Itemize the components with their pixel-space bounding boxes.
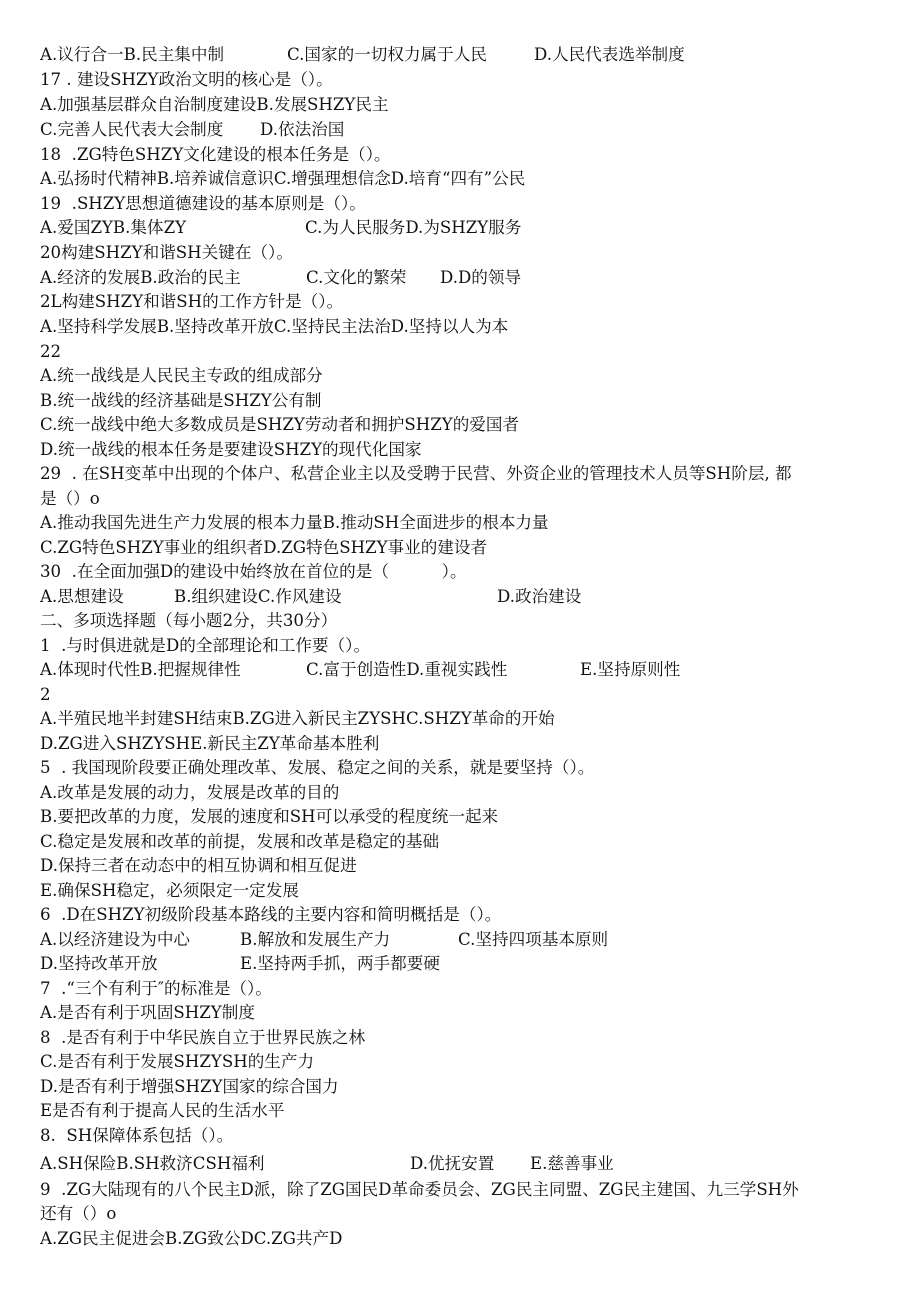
question-29: 29 . 在SH变革中出现的个体户、私营企业主以及受聘于民营、外资企业的管理技术人员等SH阶层, 都 bbox=[40, 464, 792, 483]
mc-option-7c: C.是否有利于发展SHZYSH的生产力 bbox=[40, 1052, 315, 1071]
mc-options-8c: E.慈善事业 bbox=[530, 1154, 614, 1173]
options-20a: A.经济的发展B.政治的民主 bbox=[40, 268, 241, 287]
option-line-1b: C.国家的一切权力属于人民 bbox=[287, 45, 487, 64]
question-20: 20构建SHZY和谐SH关键在（）。 bbox=[40, 243, 293, 262]
options-17b-d: D.依法治国 bbox=[260, 120, 345, 139]
mc-options-9: A.ZG民主促进会B.ZG致公DC.ZG共产D bbox=[40, 1229, 343, 1248]
options-17b-c: C.完善人民代表大会制度 bbox=[40, 120, 224, 139]
mc-option-7a: A.是否有利于巩固SHZY制度 bbox=[40, 1003, 255, 1022]
option-22d: D.统一战线的根本任务是要建设SHZY的现代化国家 bbox=[40, 440, 422, 459]
option-22a: A.统一战线是人民民主专政的组成部分 bbox=[40, 366, 323, 385]
mc-options-1c: E.坚持原则性 bbox=[580, 660, 681, 679]
options-18: A.弘扬时代精神B.培养诚信意识C.增强理想信念D.培育“四有”公民 bbox=[40, 169, 526, 188]
mc-options-6b: B.解放和发展生产力 bbox=[240, 930, 391, 949]
question-22: 22 bbox=[40, 342, 62, 361]
mc-option-7d: D.是否有利于增强SHZY国家的综合国力 bbox=[40, 1077, 339, 1096]
mc-question-6: 6 .D在SHZY初级阶段基本路线的主要内容和简明概括是（）。 bbox=[40, 905, 502, 924]
question-21: 2L构建SHZY和谐SH的工作方针是（）。 bbox=[40, 292, 344, 311]
question-29-cont: 是（）o bbox=[40, 489, 100, 508]
mc-question-5: 5 . 我国现阶段要正确处理改革、发展、稳定之间的关系，就是要坚持（）。 bbox=[40, 758, 595, 777]
mc-question-8: 8. SH保障体系包括（）。 bbox=[40, 1126, 234, 1145]
question-17: 17 . 建设SHZY政治文明的核心是（）。 bbox=[40, 70, 333, 89]
mc-option-5d: D.保持三者在动态中的相互协调和相互促进 bbox=[40, 856, 357, 875]
mc-options-1b: C.富于创造性D.重视实践性 bbox=[306, 660, 508, 679]
options-17a: A.加强基层群众自治制度建设B.发展SHZY民主 bbox=[40, 95, 389, 114]
option-22b: B.统一战线的经济基础是SHZY公有制 bbox=[40, 391, 322, 410]
option-22c: C.统一战线中绝大多数成员是SHZY劳动者和拥护SHZY的爱国者 bbox=[40, 415, 520, 434]
option-line-1a: A.议行合一B.民主集中制 bbox=[40, 45, 225, 64]
options-20c: D.D的领导 bbox=[440, 268, 522, 287]
option-line-1c: D.人民代表选举制度 bbox=[534, 45, 685, 64]
options-19a: A.爱国ZYB.集体ZY bbox=[40, 218, 187, 237]
options-21: A.坚持科学发展B.坚持改革开放C.坚持民主法治D.坚持以人为本 bbox=[40, 317, 509, 336]
mc-option-5c: C.稳定是发展和改革的前提，发展和改革是稳定的基础 bbox=[40, 832, 440, 851]
section-heading-multiple-choice: 二、多项选择题（每小题2分，共30分） bbox=[40, 611, 338, 630]
options-30b: B.组织建设C.作风建设 bbox=[174, 587, 342, 606]
mc-option-5b: B.要把改革的力度，发展的速度和SH可以承受的程度统一起来 bbox=[40, 807, 499, 826]
options-20b: C.文化的繁荣 bbox=[306, 268, 407, 287]
mc-option-5a: A.改革是发展的动力，发展是改革的目的 bbox=[40, 783, 340, 802]
question-18: 18 .ZG特色SHZY文化建设的根本任务是（）。 bbox=[40, 145, 391, 164]
options-29a: A.推动我国先进生产力发展的根本力量B.推动SH全面进步的根本力量 bbox=[40, 513, 549, 532]
mc-options-8b: D.优抚安置 bbox=[410, 1154, 495, 1173]
mc-options-1a: A.体现时代性B.把握规律性 bbox=[40, 660, 241, 679]
mc-options-6c: C.坚持四项基本原则 bbox=[458, 930, 609, 949]
mc-option-5e: E.确保SH稳定，必须限定一定发展 bbox=[40, 881, 299, 900]
mc-question-9: 9 .ZG大陆现有的八个民主D派，除了ZG国民D革命委员会、ZG民主同盟、ZG民主建国、九三学SH外 bbox=[40, 1180, 799, 1199]
mc-options-6a: A.以经济建设为中心 bbox=[40, 930, 191, 949]
options-29b: C.ZG特色SHZY事业的组织者D.ZG特色SHZY事业的建设者 bbox=[40, 538, 488, 557]
options-30c: D.政治建设 bbox=[497, 587, 582, 606]
options-30a: A.思想建设 bbox=[40, 587, 124, 606]
mc-question-9-cont: 还有（）o bbox=[40, 1204, 117, 1223]
mc-option-7b: 8 .是否有利于中华民族自立于世界民族之林 bbox=[40, 1028, 366, 1047]
mc-options-8a: A.SH保险B.SH救济CSH福利 bbox=[40, 1154, 265, 1173]
question-30: 30 .在全面加强D的建设中始终放在首位的是（ ）。 bbox=[40, 562, 467, 581]
mc-question-2: 2 bbox=[40, 685, 51, 704]
question-19: 19 .SHZY思想道德建设的基本原则是（）。 bbox=[40, 194, 366, 213]
mc-question-1: 1 .与时俱进就是D的全部理论和工作要（）。 bbox=[40, 636, 371, 655]
options-19b: C.为人民服务D.为SHZY服务 bbox=[305, 218, 522, 237]
mc-options-6d: D.坚持改革开放 bbox=[40, 954, 158, 973]
mc-options-2b: D.ZG进入SHZYSHE.新民主ZY革命基本胜利 bbox=[40, 734, 380, 753]
mc-options-6e: E.坚持两手抓，两手都要硬 bbox=[240, 954, 440, 973]
mc-option-7e: E是否有利于提高人民的生活水平 bbox=[40, 1101, 285, 1120]
mc-question-7: 7 .“三个有利于″的标准是（）。 bbox=[40, 979, 272, 998]
mc-options-2a: A.半殖民地半封建SH结束B.ZG进入新民主ZYSHC.SHZY革命的开始 bbox=[40, 709, 555, 728]
